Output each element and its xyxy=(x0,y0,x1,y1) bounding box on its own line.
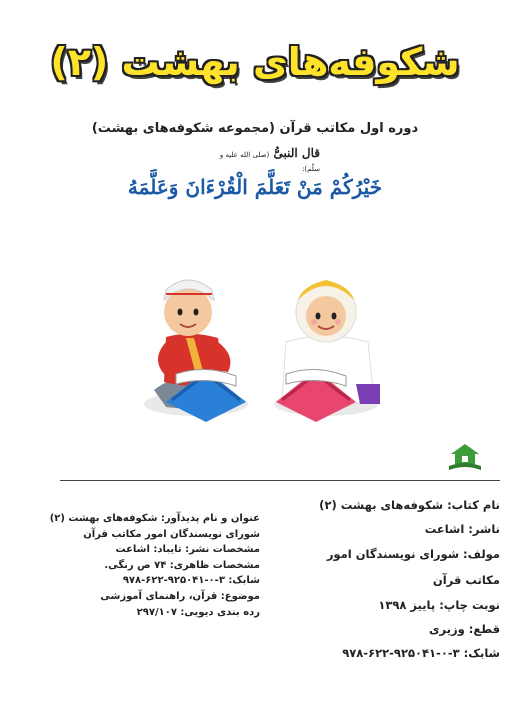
divider-line xyxy=(60,480,500,481)
book-title: شکوفه‌های بهشت (۲) xyxy=(50,40,460,84)
catalog-details-left xyxy=(50,511,260,620)
publication-info: مشخصات نشر: تایباد: اشاعت xyxy=(115,544,260,556)
physical-description: مشخصات ظاهری: ۷۴ ص رنگی. xyxy=(104,559,260,571)
book-subtitle: دوره اول مکاتب قرآن (مجموعه شکوفه‌های بهشت) xyxy=(91,121,419,136)
isbn: شابک: ۳-۰-۹۲۵۰۴۱-۶۲۲-۹۷۸ xyxy=(342,646,500,660)
book-name: نام کتاب: شکوفه‌های بهشت (۲) xyxy=(319,498,500,512)
council: شورای نویسندگان امور مکاتب قرآن xyxy=(83,528,260,540)
title-creator: عنوان و نام پدیدآور: شکوفه‌های بهشت (۲) xyxy=(49,513,260,524)
children-reading-illustration xyxy=(136,272,386,432)
dewey-classification: رده بندی دیویی: ۲۹۷/۱۰۷ xyxy=(136,606,260,618)
book-details-right xyxy=(290,493,500,665)
publisher: ناشر: اشاعت xyxy=(424,522,500,536)
hadith-intro xyxy=(200,146,320,174)
print-edition: نوبت چاپ: پاییز ۱۳۹۸ xyxy=(378,598,500,612)
publisher-logo xyxy=(443,432,487,476)
hadith-text: خَیْرُکُمْ مَنْ تَعَلَّمَ الْقُرْءَانَ وَعَلَّمَهُ xyxy=(127,175,383,199)
hadith-intro-label: قال النبیُّ xyxy=(273,146,320,160)
book-format: قطع: وزیری xyxy=(429,622,500,636)
subject: موضوع: قرآن، راهنمای آموزشی xyxy=(100,590,260,602)
catalog-isbn: شابک: ۳-۰-۹۲۵۰۴۱-۶۲۲-۹۷۸ xyxy=(122,575,260,587)
hadith-salutation: (صلی الله علیه و سلّم): xyxy=(219,151,320,173)
author: مولف: شورای نویسندگان امور مکاتب قرآن xyxy=(326,547,500,587)
